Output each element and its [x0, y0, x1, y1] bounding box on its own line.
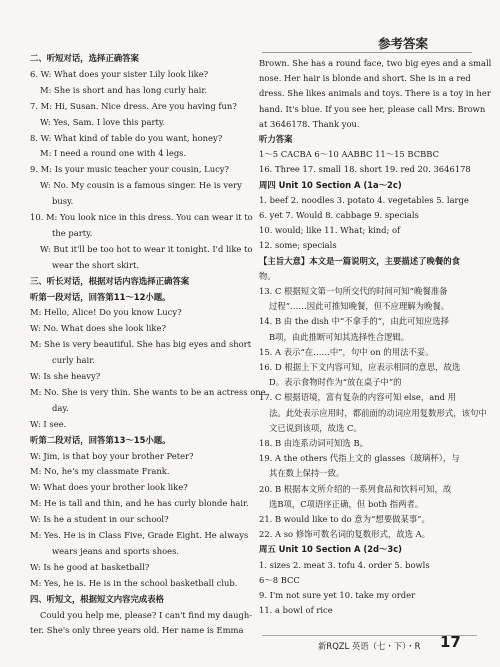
text-line: nose. Her hair is blonde and short. She is in a red	[259, 73, 471, 84]
text-line: 6～8 BCC	[259, 574, 300, 585]
text-line: 1. sizes 2. meat 3. tofu 4. order 5. bowls	[259, 559, 430, 570]
section-heading: 四、听短文，根据短文内容完成表格	[30, 593, 164, 604]
text-line: 18. B 由连系动词可知选 B。	[259, 438, 368, 448]
text-line: W: I see.	[30, 418, 67, 429]
text-line: 16. D 根据上下文内容可知，应表示相同的意思，故选	[259, 362, 461, 372]
text-line: 9. M: Is your music teacher your cousin, Lucy?	[30, 164, 230, 175]
section-heading: 听第二段对话，回答第13～15小题。	[30, 434, 171, 445]
text-line: day.	[52, 402, 69, 413]
text-line: 13. C 根据短文第一句所交代的时间可知“晚餐准备	[259, 286, 448, 296]
text-line: M: He is tall and thin, and he has curly blonde hair.	[30, 498, 249, 509]
text-line: Could you help me, please? I can't find my daugh-	[40, 609, 253, 620]
text-line: 12. some; specials	[259, 240, 337, 251]
text-line: M: She is short and has long curly hair.	[40, 84, 208, 95]
text-line: wear the short skirt.	[52, 259, 140, 270]
text-line: M: She is very beautiful. She has big eyes and short	[30, 339, 252, 350]
footer-brand: 新RQZL	[318, 641, 350, 651]
text-line: 22. A so 修饰可数名词的复数形式，故选 A。	[259, 529, 431, 540]
text-line: 20. B 根据本文所介绍的一系列食品和饮料可知，故	[259, 483, 452, 494]
text-line: 1. beef 2. noodles 3. potato 4. vegetables 5. large	[259, 194, 469, 205]
footer	[318, 640, 421, 652]
text-line: 1～5 CACBA 6～10 AABBC 11～15 BCBBC	[259, 149, 440, 160]
text-line: 21. B would like to do 意为“想要做某事”。	[259, 514, 430, 524]
text-line: W: Jim, is that boy your brother Peter?	[30, 450, 194, 461]
text-line: busy.	[52, 196, 74, 207]
text-line: wears jeans and sports shoes.	[52, 545, 180, 556]
text-line: B项，由此推断可知其选择性合逻辑。	[269, 331, 410, 342]
text-line: W: What does your brother look like?	[30, 482, 188, 493]
text-line: M: Yes, he is. He is in the school basketball club.	[30, 577, 238, 588]
text-line: W: But it'll be too hot to wear it tonight. I'd like to	[40, 243, 253, 254]
text-line: 物。	[259, 270, 276, 281]
section-heading: 周四 Unit 10 Section A (1a～2c)	[259, 179, 402, 190]
text-line: hand. It's blue. If you see her, please call Mrs. Brown	[259, 103, 486, 114]
section-heading: 三、听长对话，根据对话内容选择正确答案	[30, 275, 190, 286]
title-divider	[262, 52, 472, 53]
text-line: 文已说到该项，故选 C。	[269, 422, 362, 433]
section-heading: 听力答案	[259, 134, 293, 144]
text-line: 过程”……因此可推知晚餐，但不应理解为晚餐。	[269, 301, 450, 312]
section-heading: 二、听短对话，选择正确答案	[30, 53, 139, 63]
text-line: the party.	[52, 227, 93, 238]
text-line: Brown. She has a round face, two big eyes and a small	[259, 58, 492, 68]
footer-subject: 英语（七・下）・R	[351, 641, 421, 651]
text-line: M: I need a round one with 4 legs.	[40, 148, 187, 159]
text-line: ter. She's only three years old. Her name is Emma	[30, 625, 244, 636]
text-line: 10. M: You look nice in this dress. You can wear it to	[30, 212, 253, 222]
text-line: 7. M: Hi, Susan. Nice dress. Are you having fun?	[30, 100, 237, 111]
text-line: D。表示食物时作为“放在桌子中”的	[269, 377, 402, 388]
text-line: 15. A 表示“在……中”，句中 on 的用法不妥。	[259, 346, 434, 357]
text-line: 17. C 根据语境，富有复杂的内容可知 else，and 用	[259, 392, 457, 403]
text-line: at 3646178. Thank you.	[259, 118, 360, 129]
text-line: W: No. What does she look like?	[30, 323, 166, 334]
text-line: 法。此处表示应用时，都前面的动词应用复数形式，该句中	[269, 407, 487, 418]
text-line: 6. W: What does your sister Lily look like?	[30, 68, 209, 79]
page-number: 17	[440, 633, 461, 651]
text-line: W: Is he a student in our school?	[30, 514, 169, 525]
text-line: W: No. My cousin is a famous singer. He is very	[40, 180, 242, 191]
text-line: 16. Three 17. small 18. short 19. red 20. 3646178	[259, 164, 471, 175]
section-heading: 【主旨大意】本文是一篇说明文，主要描述了晚餐的食	[259, 255, 460, 266]
text-line: W: Is she heavy?	[30, 371, 101, 381]
text-line: dress. She likes animals and toys. There is a toy in her	[259, 88, 491, 99]
text-line: 9. I'm not sure yet 10. take my order	[259, 590, 416, 600]
text-line: M: Hello, Alice! Do you know Lucy?	[30, 307, 182, 318]
text-line: 选B项，C项语序正确，但 both 指两者。	[269, 498, 424, 509]
text-line: M: No. She is very thin. She wants to be an actress one	[30, 386, 266, 397]
section-heading: 听第一段对话，回答第11～12小题。	[30, 291, 171, 302]
text-line: 其在数上保持一致。	[269, 468, 345, 479]
text-line: curly hair.	[52, 355, 95, 366]
text-line: M: No, he's my classmate Frank.	[30, 466, 170, 477]
page-section-title: 参考答案	[378, 36, 429, 51]
text-line: 6. yet 7. Would 8. cabbage 9. specials	[259, 210, 419, 220]
text-line: 8. W: What kind of table do you want, honey?	[30, 132, 223, 143]
section-heading: 周五 Unit 10 Section A (2d～3c)	[259, 544, 403, 555]
text-line: 19. A the others 代指上文的 glasses（玻璃杯），与	[259, 453, 460, 464]
text-line: 10. would; like 11. What; kind; of	[259, 225, 401, 236]
text-line: 14. B 由 the dish 中“不拿手的”，由此可知应选择	[259, 316, 450, 327]
text-line: W: Is he good at basketball?	[30, 561, 150, 572]
text-line: M: Yes. He is in Class Five, Grade Eight. He always	[30, 530, 249, 540]
text-line: W: Yes, Sam. I love this party.	[40, 116, 166, 127]
text-line: 11. a bowl of rice	[259, 605, 333, 616]
